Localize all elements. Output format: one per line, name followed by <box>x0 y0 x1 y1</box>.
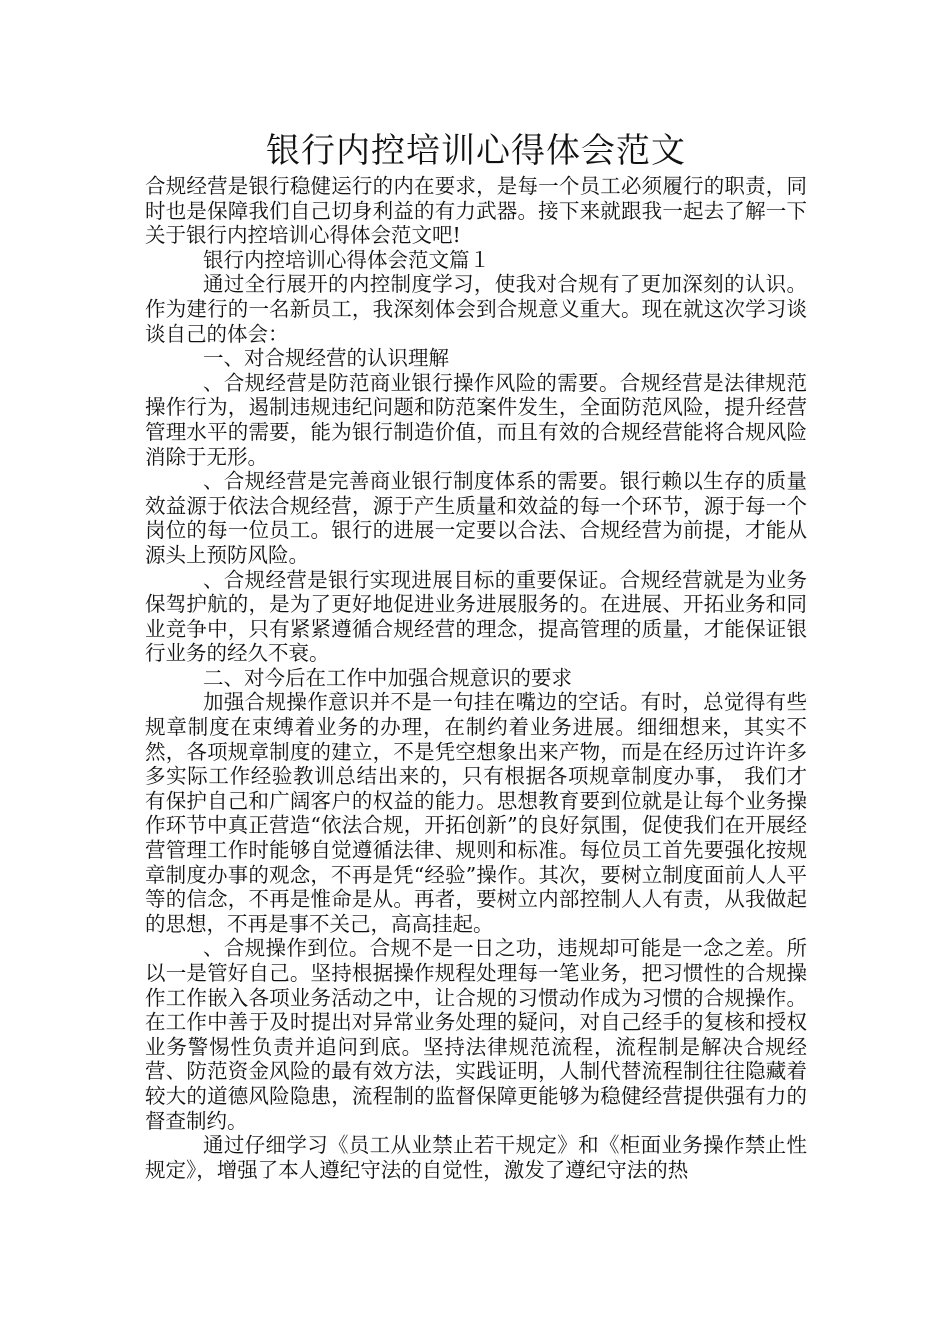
subsection-heading: 二、对今后在工作中加强合规意识的要求 <box>203 665 572 690</box>
intro-paragraph: 合规经营是银行稳健运行的内在要求，是每一个员工必须履行的职责，同时也是保障我们自己切身利益的有力武器。接下来就跟我一起去了解一下关于银行内控培训心得体会范文吧! <box>145 174 807 248</box>
body-paragraph: 、合规经营是防范商业银行操作风险的需要。合规经营是法律规范操作行为，遏制违规违纪问题和防范案件发生，全面防范风险，提升经营管理水平的需要，能为银行制造价值，而且有效的合规经营能将合规风险消除于无形。 <box>145 370 807 469</box>
body-paragraph: 、合规操作到位。合规不是一日之功，违规却可能是一念之差。所以一是管好自己。坚持根据操作规程处理每一笔业务，把习惯性的合规操作工作嵌入各项业务活动之中，让合规的习惯动作成为习惯的合规操作。在工作中善于及时提出对异常业务处理的疑问，对自己经手的复核和授权业务警惕性负责并追问到底。坚持法律规范流程，流程制是解决合规经营、防范资金风险的最有效方法，实践证明，人制代替流程制往往隐藏着较大的道德风险隐患，流程制的监督保障更能够为稳健经营提供强有力的督查制约。 <box>145 936 807 1133</box>
section-heading: 银行内控培训心得体会范文篇１ <box>203 247 490 272</box>
body-paragraph: 加强合规操作意识并不是一句挂在嘴边的空话。有时，总觉得有些规章制度在束缚着业务的办理，在制约着业务进展。细细想来，其实不然，各项规章制度的建立，不是凭空想象出来产物，而是在经历过许许多多实际工作经验教训总结出来的，只有根据各项规章制度办事， 我们才有保护自己和广阔客户的权益的能力。思想教育要到位就是让每个业务操作环节中真正营造“依法合规，开拓创新”的良好氛围，促使我们在开展经营管理工作时能够自觉遵循法律、规则和标准。每位员工首先要强化按规章制度办事的观念，不再是凭“经验”操作。其次，要树立制度面前人人平等的信念，不再是惟命是从。再者，要树立内部控制人人有责，从我做起的思想，不再是事不关己，高高挂起。 <box>145 690 807 936</box>
body-paragraph: 、合规经营是完善商业银行制度体系的需要。银行赖以生存的质量效益源于依法合规经营，源于产生质量和效益的每一个环节，源于每一个岗位的每一位员工。银行的进展一定要以合法、合规经营为前提，才能从源头上预防风险。 <box>145 469 807 567</box>
document-title: 银行内控培训心得体会范文 <box>266 131 686 171</box>
body-paragraph: 、合规经营是银行实现进展目标的重要保证。合规经营就是为业务保驾护航的，是为了更好地促进业务进展服务的。在进展、开拓业务和同业竞争中，只有紧紧遵循合规经营的理念，提高管理的质量，才能保证银行业务的经久不衰。 <box>145 567 807 666</box>
document-body <box>145 128 807 1182</box>
body-paragraph: 通过全行展开的内控制度学习，使我对合规有了更加深刻的认识。作为建行的一名新员工，我深刻体会到合规意义重大。现在就这次学习谈谈自己的体会： <box>145 272 807 346</box>
body-paragraph: 通过仔细学习《员工从业禁止若干规定》和《柜面业务操作禁止性规定》，增强了本人遵纪守法的自觉性，激发了遵纪守法的热 <box>145 1133 807 1182</box>
subsection-heading: 一、对合规经营的认识理解 <box>203 346 449 371</box>
